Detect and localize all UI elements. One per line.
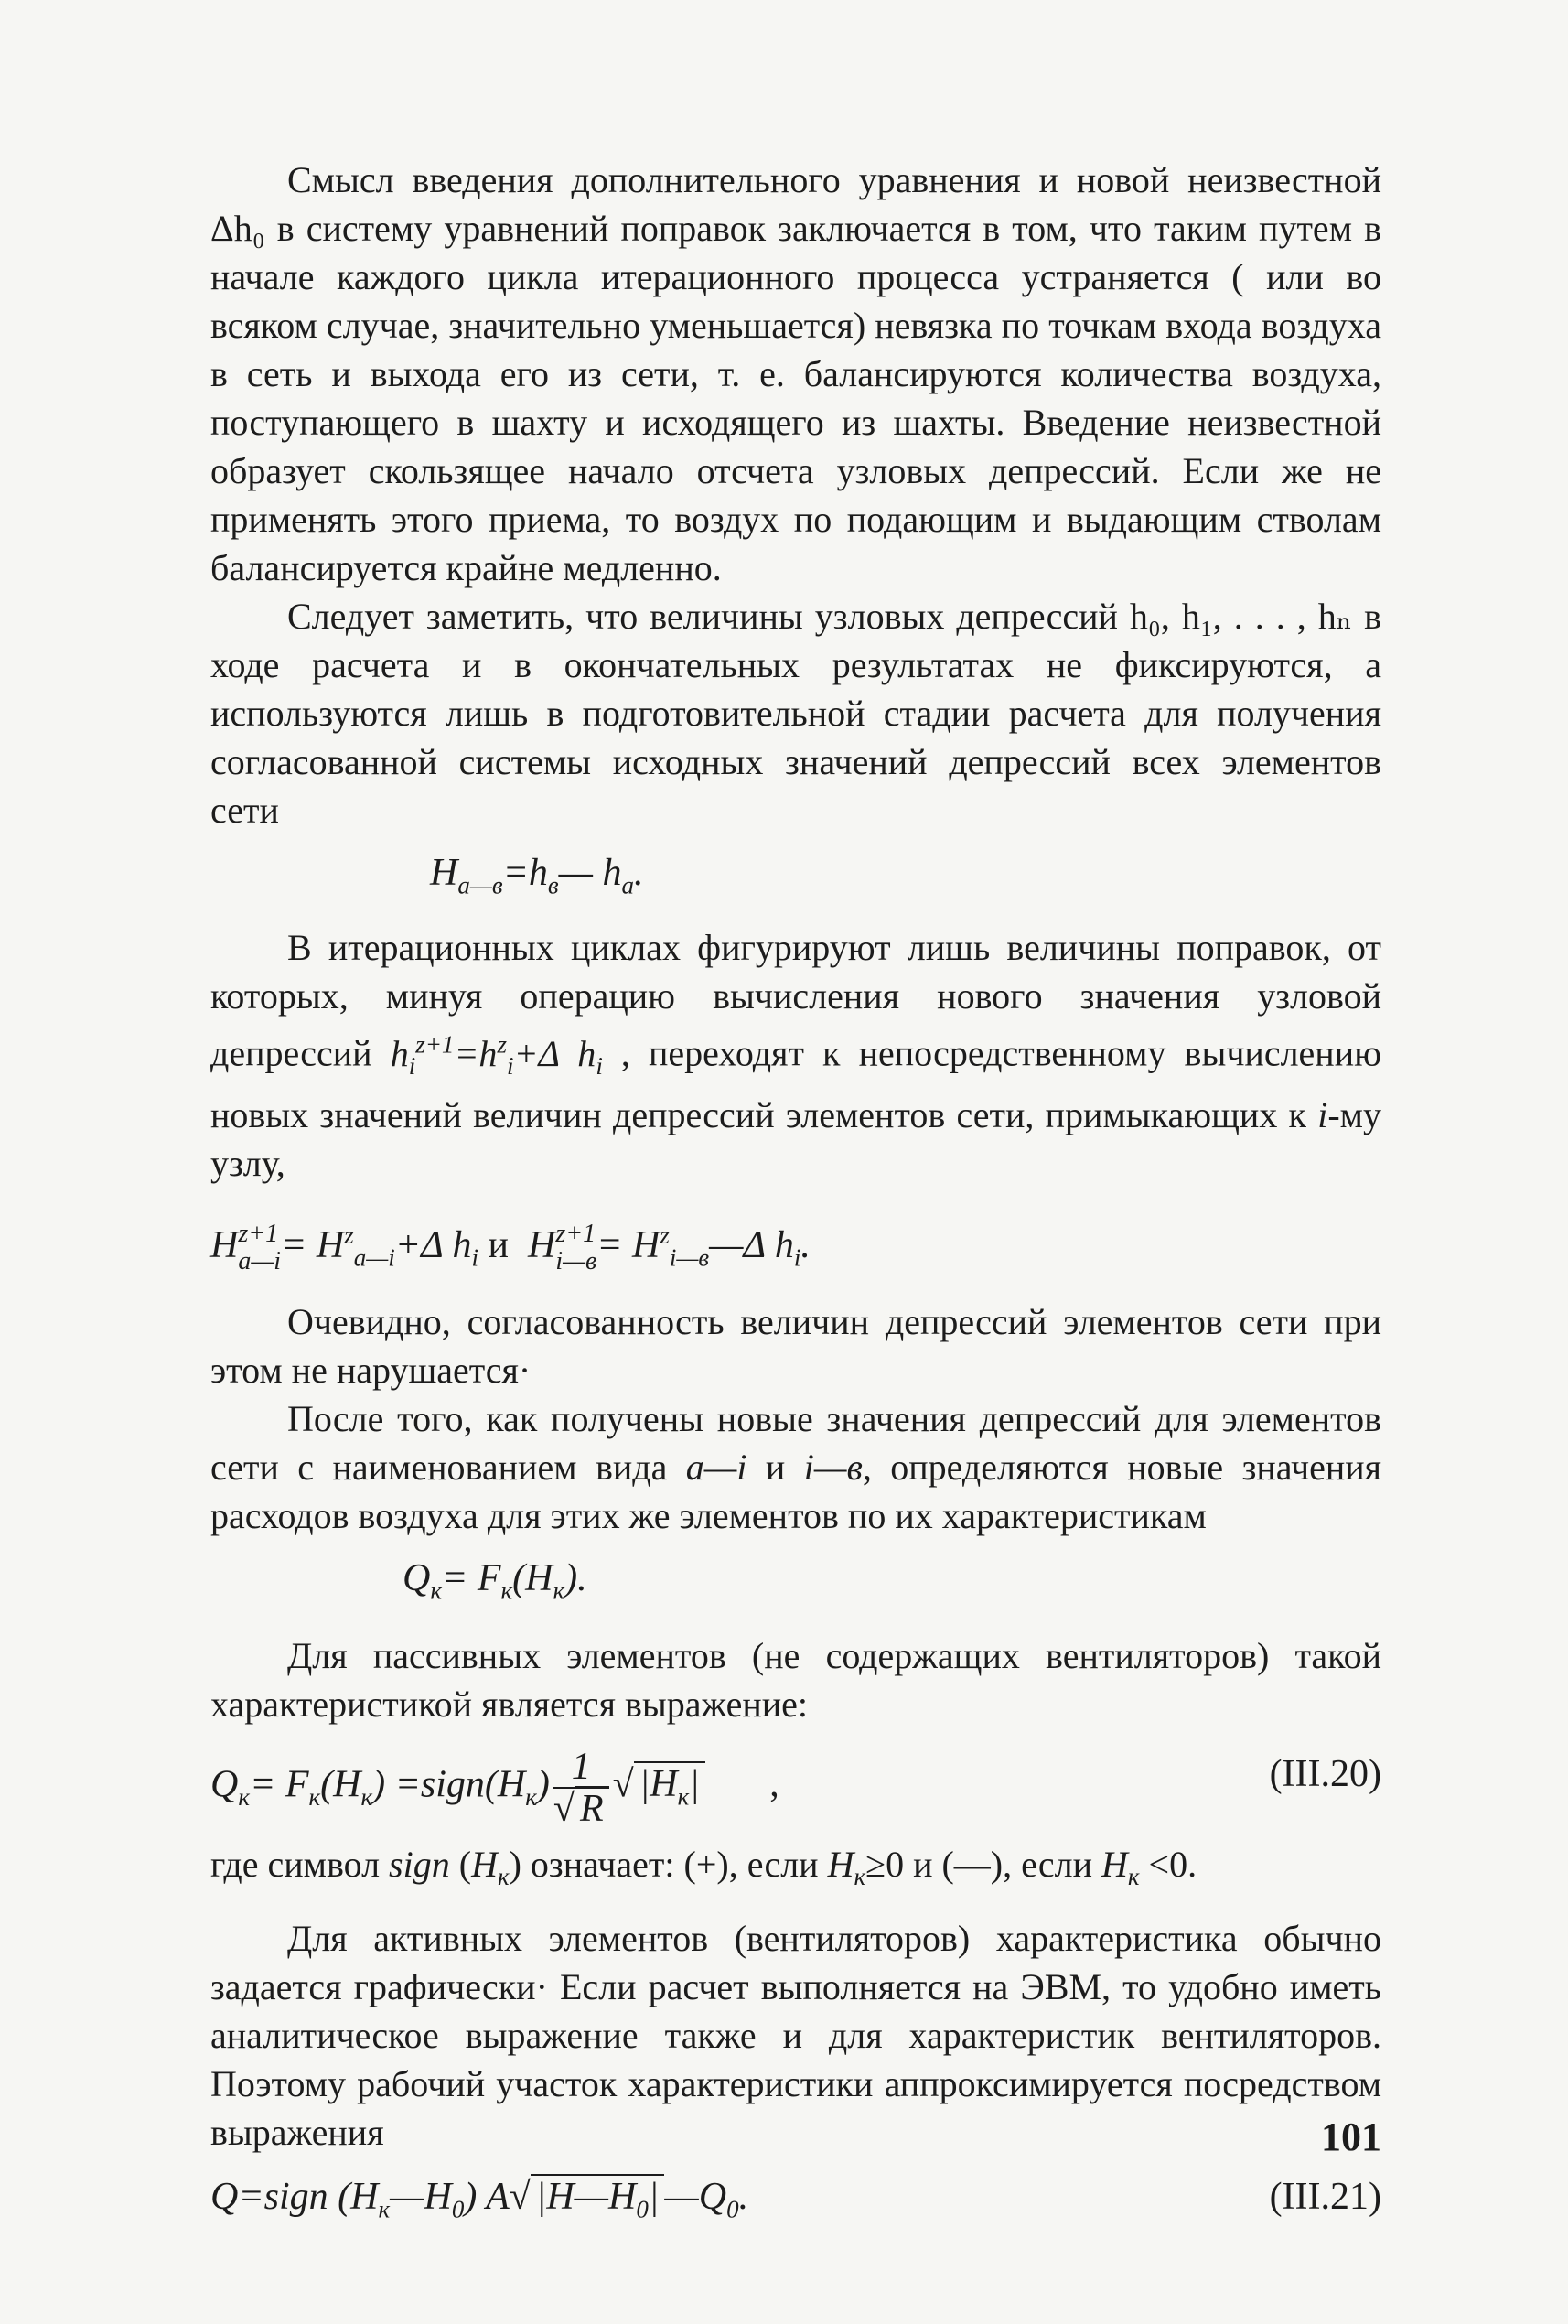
equation-III-21: Q=sign $(H_к—H_0)$ A√ $|H—H_0|$ $—Q_0$. (III.21) — [210, 2169, 1381, 2236]
page — [210, 156, 1381, 2223]
equation-depression-difference: $H_{a—в}=h_в—$ $h_a$. — [430, 852, 644, 899]
equation-III-21-label: (III.21) — [1269, 2175, 1381, 2218]
equation-element-depressions: H z+1 a—i = $H^z_{a—i}+\Delta$ $h_i$ и H z+1 i—в = $H^z_{i—в}—\Delta$ $h_i$. — [210, 1220, 811, 1276]
paragraph-4: Очевидно, согласованность величин депрессий элементов сети при этом не нарушается· — [210, 1301, 1381, 1392]
paragraph-8: Для активных элементов (вентиляторов) характеристика обычно задается графически· Если расчет выполняется на ЭВМ, то удобно иметь аналитическое выражение также и для характеристик вентиляторов. Поэтому рабочий участок характеристики аппроксимируется посредством выражения — [210, 1917, 1381, 2153]
paragraph-2: Следует заметить, что величины узловых депрессий h₀, h₁, . . . , hₙ в ходе расчета и в окончательных результатах не фиксируются, а используются лишь в подготовительной стадии расчета для получения согласованной системы исходных значений депрессий всех элементов сети — [210, 596, 1381, 831]
paragraph-5: После того, как получены новые значения депрессий для элементов сети с наименованием вида a—i и i—в, определяются новые значения расходов воздуха для этих же элементов по их характеристикам — [210, 1398, 1382, 1537]
paragraph-6: Для пассивных элементов (не содержащих вентиляторов) такой характеристикой является выражение: — [210, 1634, 1381, 1725]
equation-flow-characteristic: $Q_к= F_к(H_к)$. — [403, 1557, 587, 1605]
paragraph-7: где символ sign $(H_к)$ означает: (+), если $H_к\ge 0$ и (—), если $H_к <0$. — [210, 1843, 1197, 1890]
page-number: 101 — [1321, 2114, 1381, 2159]
paragraph-1: Смысл введения дополнительного уравнения и новой неизвестной Δh₀ в систему уравнений поправок заключается в том, что таким путем в начале каждого цикла итерационного процесса устраняется ( или во всяком случае, значительно уменьшается) невязка по точкам входа воздуха в сеть и выхода его из сети, т. е. балансируются количества воздуха, поступающего в шахту и исходящего из шахты. Введение неизвестной образует скользящее начало отсчета узловых депрессий. Если же не применять этого приема, то воздух по подающим и выдающим стволам балансируется крайне медленно. — [210, 159, 1381, 588]
equation-III-20-label: (III.20) — [1269, 1752, 1381, 1795]
equation-III-20: $Q_к= F_к(H_к)$ $=sign(H_к)$ $\frac{1}{√ R}$ √ $|H_к|$ , (III.20) — [210, 1745, 1381, 1830]
paragraph-3: В итерационных циклах фигурируют лишь величины поправок, от которых, минуя операцию вычисления нового значения узловой депрессий $h_i^{z+1}=h^z_i+\Delta$ $h_i$ , переходят к непосредственному вычислению новых значений величин депрессий элементов сети, примыкающих к i-му узлу, — [210, 927, 1382, 1184]
